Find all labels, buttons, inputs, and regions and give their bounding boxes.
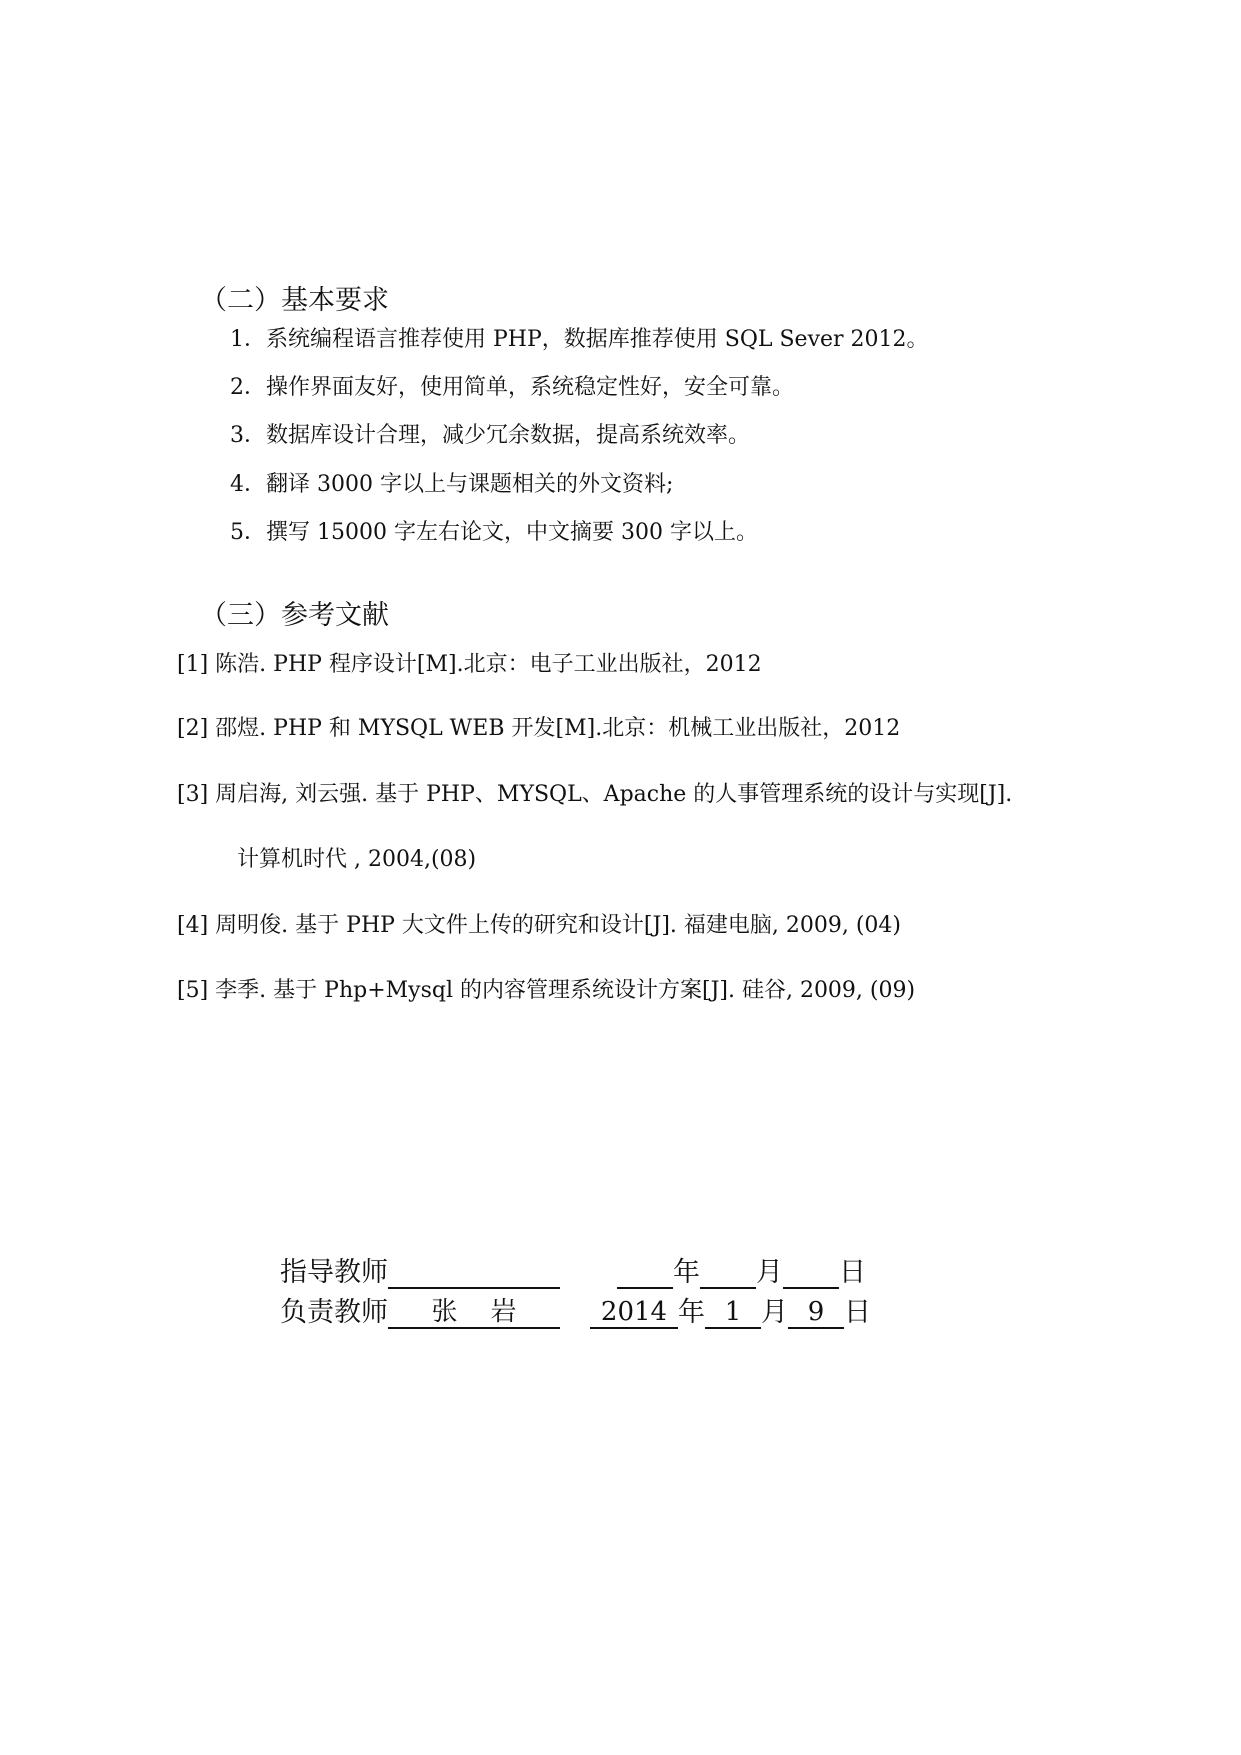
- month-unit: 月: [761, 1297, 788, 1328]
- year-unit: 年: [678, 1297, 705, 1328]
- responsible-name-field: 张 岩: [388, 1297, 560, 1329]
- year-unit: 年: [673, 1257, 700, 1288]
- requirement-item-3: 3．数据库设计合理，减少冗余数据，提高系统效率。: [230, 423, 750, 448]
- advisor-year-field: [617, 1257, 673, 1289]
- day-unit: 日: [844, 1297, 871, 1328]
- requirement-item-2: 2．操作界面友好，使用简单，系统稳定性好，安全可靠。: [230, 375, 794, 400]
- section-heading-requirements: （二）基本要求: [200, 285, 389, 316]
- advisor-signature-line: [280, 1250, 866, 1289]
- responsible-label: 负责教师: [280, 1297, 388, 1328]
- reference-item-2: [2] 邵煜. PHP 和 MYSQL WEB 开发[M].北京：机械工业出版社，2012: [177, 716, 901, 741]
- advisor-month-field: [700, 1257, 756, 1289]
- requirement-item-5: 5．撰写 15000 字左右论文，中文摘要 300 字以上。: [230, 520, 758, 545]
- responsible-year-field: 2014: [590, 1297, 678, 1329]
- reference-item-5: [5] 李季. 基于 Php+Mysql 的内容管理系统设计方案[J]. 硅谷, 2009, (09): [177, 978, 916, 1003]
- month-unit: 月: [756, 1257, 783, 1288]
- reference-item-4: [4] 周明俊. 基于 PHP 大文件上传的研究和设计[J]. 福建电脑, 2009, (04): [177, 913, 902, 938]
- responsible-day-field: 9: [788, 1297, 844, 1329]
- reference-item-3-continuation: 计算机时代 , 2004,(08): [237, 847, 477, 872]
- section-heading-references: （三）参考文献: [200, 600, 389, 631]
- advisor-name-field: [388, 1257, 560, 1289]
- requirement-item-1: 1．系统编程语言推荐使用 PHP，数据库推荐使用 SQL Sever 2012。: [230, 327, 929, 352]
- advisor-label: 指导教师: [280, 1257, 388, 1288]
- reference-item-3: [3] 周启海, 刘云强. 基于 PHP、MYSQL、Apache 的人事管理系统的设计与实现[J].: [177, 782, 1013, 807]
- day-unit: 日: [839, 1257, 866, 1288]
- responsible-signature-line: [280, 1290, 871, 1329]
- advisor-day-field: [783, 1257, 839, 1289]
- reference-item-1: [1] 陈浩. PHP 程序设计[M].北京：电子工业出版社，2012: [177, 652, 762, 677]
- requirement-item-4: 4．翻译 3000 字以上与课题相关的外文资料;: [230, 472, 674, 497]
- responsible-month-field: 1: [705, 1297, 761, 1329]
